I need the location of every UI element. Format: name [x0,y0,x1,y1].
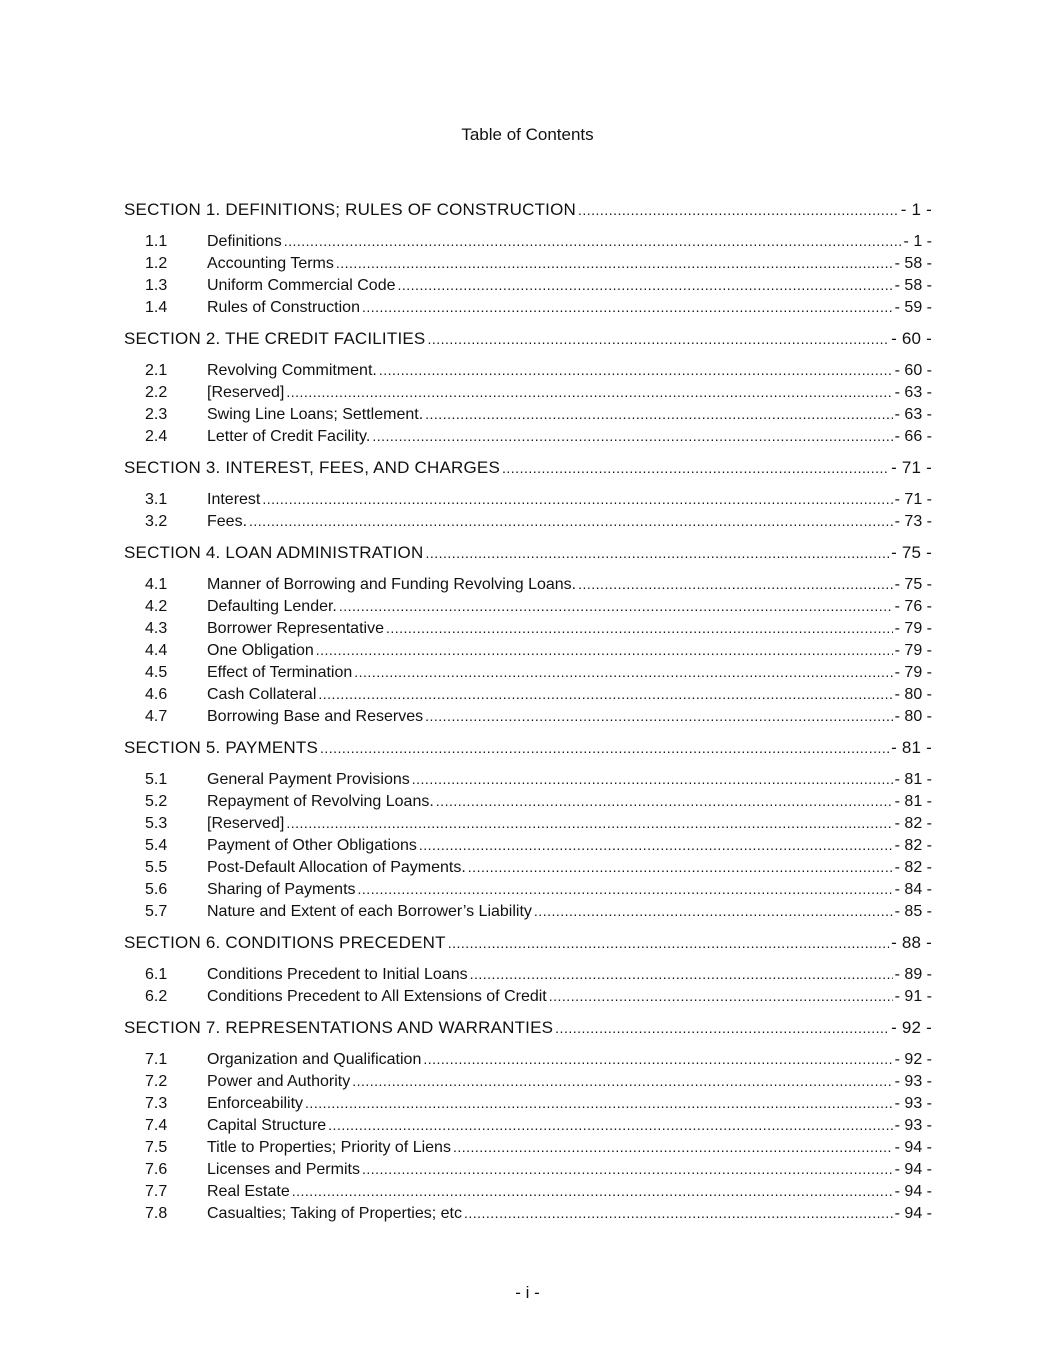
toc-item-title: [Reserved] [207,384,285,401]
toc-page-number: - 75 - [894,576,932,593]
toc-page-number: - 89 - [894,966,932,983]
dot-leader [448,932,889,954]
dot-leader [352,1070,892,1092]
dot-leader [262,488,892,510]
toc-item-title: [Reserved] [207,815,285,832]
toc-section [124,199,932,318]
toc-item-entry[interactable] [124,661,932,683]
toc-section-title: SECTION 7. REPRESENTATIONS AND WARRANTIES [124,1018,554,1037]
toc-item-number: 5.1 [145,771,168,788]
toc-item-number: 4.4 [145,642,168,659]
toc-section-title: SECTION 6. CONDITIONS PRECEDENT [124,933,446,952]
toc-section-entry[interactable] [124,932,932,954]
toc-section-title: SECTION 4. LOAN ADMINISTRATION [124,543,424,562]
toc-item-title: Capital Structure [207,1117,327,1134]
toc-item-title: Defaulting Lender. [207,598,337,615]
toc-item-entry[interactable] [124,1070,932,1092]
toc-item-number: 2.4 [145,428,168,445]
toc-item-title: Power and Authority [207,1073,351,1090]
toc-item-entry[interactable] [124,510,932,532]
toc-item-title: Letter of Credit Facility. [207,428,371,445]
toc-item-title: Uniform Commercial Code [207,277,396,294]
toc-page-number: - 58 - [894,277,932,294]
toc-page-number: - 94 - [894,1183,932,1200]
toc-item-number: 7.7 [145,1183,168,1200]
toc-page-number: - 59 - [894,299,932,316]
dot-leader [412,768,893,790]
toc-item-number: 1.2 [145,255,168,272]
toc-item-number: 1.1 [145,233,168,250]
toc-item-number: 6.2 [145,988,168,1005]
toc-item-title: Swing Line Loans; Settlement. [207,406,424,423]
toc-item-title: Cash Collateral [207,686,317,703]
dot-leader [436,790,893,812]
toc-item-number: 5.6 [145,881,168,898]
dot-leader [425,542,889,564]
toc-item-entry[interactable] [124,296,932,318]
toc-section-entry[interactable] [124,457,932,479]
toc-item-title: One Obligation [207,642,314,659]
toc-item-number: 4.1 [145,576,168,593]
toc-item-number: 5.5 [145,859,168,876]
toc-item-number: 4.7 [145,708,168,725]
toc-page-number: - 92 - [894,1051,932,1068]
toc-page-number: - 58 - [894,255,932,272]
toc-item-entry[interactable] [124,252,932,274]
dot-leader [464,1202,893,1224]
toc-page-number: - 80 - [894,686,932,703]
toc-page-number: - 81 - [894,771,932,788]
toc-item-entry[interactable] [124,963,932,985]
toc-item-number: 3.1 [145,491,168,508]
toc-item-title: Effect of Termination [207,664,353,681]
page-title: Table of Contents [461,125,594,144]
dot-leader [453,1136,893,1158]
toc-section [124,457,932,532]
dot-leader [470,963,893,985]
toc-item-entry[interactable] [124,230,932,252]
dot-leader [339,595,893,617]
toc-item-title: Accounting Terms [207,255,334,272]
toc-section-title: SECTION 5. PAYMENTS [124,738,318,757]
toc-item-number: 6.1 [145,966,168,983]
toc-page-number: - 1 - [903,233,932,250]
dot-leader [286,381,892,403]
toc-section-entry[interactable] [124,542,932,564]
toc-page-number: - 73 - [894,513,932,530]
toc-page-number: - 71 - [891,458,932,477]
toc-item-number: 7.3 [145,1095,168,1112]
toc-page-number: - 60 - [891,329,932,348]
toc-item-title: Fees. [207,513,248,530]
dot-leader [362,1158,893,1180]
dot-leader [284,230,902,252]
dot-leader [362,296,893,318]
toc-section-title: SECTION 2. THE CREDIT FACILITIES [124,329,426,348]
toc-item-number: 7.4 [145,1117,168,1134]
toc-item-entry[interactable] [124,812,932,834]
toc-item-number: 5.2 [145,793,168,810]
toc-page-number: - 66 - [894,428,932,445]
toc-section-entry[interactable] [124,199,932,221]
toc-item-number: 7.6 [145,1161,168,1178]
toc-item-title: General Payment Provisions [207,771,410,788]
toc-item-entry[interactable] [124,683,932,705]
toc-page-number: - 82 - [894,859,932,876]
toc-item-number: 5.7 [145,903,168,920]
dot-leader [555,1017,889,1039]
toc-item-title: Payment of Other Obligations [207,837,417,854]
toc-section-title: SECTION 3. INTEREST, FEES, AND CHARGES [124,458,501,477]
dot-leader [468,856,893,878]
dot-leader [578,199,899,221]
toc-page-number: - 63 - [894,384,932,401]
toc-page-number: - 92 - [891,1018,932,1037]
toc-item-number: 1.4 [145,299,168,316]
page-number-footer: - i - [515,1283,540,1302]
table-of-contents [124,199,932,1224]
toc-page-number: - 79 - [894,620,932,637]
dot-leader [286,812,892,834]
toc-item-title: Conditions Precedent to All Extensions of Credit [207,988,547,1005]
toc-item-number: 2.2 [145,384,168,401]
toc-item-entry[interactable] [124,359,932,381]
toc-item-entry[interactable] [124,573,932,595]
dot-leader [318,683,892,705]
toc-item-entry[interactable] [124,1202,932,1224]
toc-item-title: Licenses and Permits [207,1161,360,1178]
toc-item-title: Nature and Extent of each Borrower’s Liability [207,903,532,920]
dot-leader [372,425,892,447]
toc-item-title: Repayment of Revolving Loans. [207,793,434,810]
toc-section-entry[interactable] [124,1017,932,1039]
dot-leader [292,1180,893,1202]
dot-leader [354,661,892,683]
toc-page-number: - 1 - [900,200,932,219]
toc-item-number: 1.3 [145,277,168,294]
toc-item-title: Revolving Commitment. [207,362,377,379]
dot-leader [379,359,893,381]
toc-section [124,1017,932,1224]
dot-leader [425,705,893,727]
toc-page-number: - 88 - [891,933,932,952]
toc-item-title: Interest [207,491,261,508]
toc-item-entry[interactable] [124,1092,932,1114]
toc-item-title: Title to Properties; Priority of Liens [207,1139,451,1156]
toc-item-entry[interactable] [124,488,932,510]
toc-section [124,542,932,727]
toc-item-entry[interactable] [124,856,932,878]
toc-item-number: 5.3 [145,815,168,832]
toc-item-entry[interactable] [124,1114,932,1136]
toc-item-title: Borrower Representative [207,620,384,637]
dot-leader [425,403,893,425]
toc-item-title: Conditions Precedent to Initial Loans [207,966,468,983]
dot-leader [534,900,893,922]
toc-page-number: - 93 - [894,1095,932,1112]
toc-item-number: 7.1 [145,1051,168,1068]
toc-item-title: Enforceability [207,1095,304,1112]
toc-item-number: 3.2 [145,513,168,530]
toc-item-entry[interactable] [124,1158,932,1180]
toc-item-entry[interactable] [124,705,932,727]
toc-item-entry[interactable] [124,425,932,447]
toc-page-number: - 60 - [894,362,932,379]
dot-leader [427,328,889,350]
toc-page-number: - 80 - [894,708,932,725]
dot-leader [336,252,893,274]
toc-page-number: - 81 - [894,793,932,810]
toc-page-number: - 91 - [894,988,932,1005]
dot-leader [502,457,889,479]
toc-item-entry[interactable] [124,985,932,1007]
dot-leader [249,510,893,532]
toc-item-entry[interactable] [124,1180,932,1202]
toc-item-entry[interactable] [124,878,932,900]
toc-item-entry[interactable] [124,834,932,856]
toc-page-number: - 82 - [894,815,932,832]
toc-page-number: - 94 - [894,1161,932,1178]
toc-section [124,737,932,922]
toc-item-number: 5.4 [145,837,168,854]
toc-page-number: - 81 - [891,738,932,757]
toc-page-number: - 85 - [894,903,932,920]
toc-item-number: 4.6 [145,686,168,703]
toc-item-number: 7.8 [145,1205,168,1222]
toc-page-number: - 84 - [894,881,932,898]
dot-leader [320,737,889,759]
toc-item-number: 4.5 [145,664,168,681]
toc-section-entry[interactable] [124,328,932,350]
toc-item-title: Sharing of Payments [207,881,356,898]
toc-item-number: 7.5 [145,1139,168,1156]
toc-item-entry[interactable] [124,1136,932,1158]
dot-leader [423,1048,892,1070]
toc-item-title: Borrowing Base and Reserves [207,708,424,725]
toc-section [124,932,932,1007]
toc-item-entry[interactable] [124,1048,932,1070]
toc-item-number: 4.3 [145,620,168,637]
dot-leader [549,985,893,1007]
dot-leader [358,878,893,900]
toc-item-entry[interactable] [124,595,932,617]
toc-item-entry[interactable] [124,639,932,661]
toc-item-number: 4.2 [145,598,168,615]
toc-item-entry[interactable] [124,790,932,812]
toc-page-number: - 93 - [894,1073,932,1090]
toc-item-entry[interactable] [124,274,932,296]
toc-page-number: - 71 - [894,491,932,508]
toc-item-title: Manner of Borrowing and Funding Revolving Loans. [207,576,577,593]
dot-leader [328,1114,892,1136]
dot-leader [386,617,893,639]
toc-page-number: - 79 - [894,642,932,659]
dot-leader [305,1092,893,1114]
toc-item-entry[interactable] [124,617,932,639]
toc-item-entry[interactable] [124,768,932,790]
toc-item-title: Rules of Construction [207,299,360,316]
toc-section-entry[interactable] [124,737,932,759]
toc-page-number: - 76 - [894,598,932,615]
toc-item-title: Organization and Qualification [207,1051,422,1068]
dot-leader [578,573,893,595]
toc-item-entry[interactable] [124,403,932,425]
toc-page-number: - 93 - [894,1117,932,1134]
dot-leader [316,639,893,661]
dot-leader [398,274,893,296]
toc-section [124,328,932,447]
toc-section-title: SECTION 1. DEFINITIONS; RULES OF CONSTRUCTION [124,200,576,219]
toc-item-title: Definitions [207,233,282,250]
toc-page-number: - 79 - [894,664,932,681]
toc-item-number: 2.3 [145,406,168,423]
toc-item-title: Real Estate [207,1183,290,1200]
dot-leader [419,834,893,856]
toc-item-entry[interactable] [124,900,932,922]
toc-page-number: - 75 - [891,543,932,562]
toc-item-number: 2.1 [145,362,168,379]
toc-item-number: 7.2 [145,1073,168,1090]
toc-item-title: Casualties; Taking of Properties; etc [207,1205,462,1222]
toc-page-number: - 82 - [894,837,932,854]
toc-item-entry[interactable] [124,381,932,403]
toc-page-number: - 63 - [894,406,932,423]
toc-page-number: - 94 - [894,1139,932,1156]
toc-item-title: Post-Default Allocation of Payments. [207,859,466,876]
toc-page-number: - 94 - [894,1205,932,1222]
